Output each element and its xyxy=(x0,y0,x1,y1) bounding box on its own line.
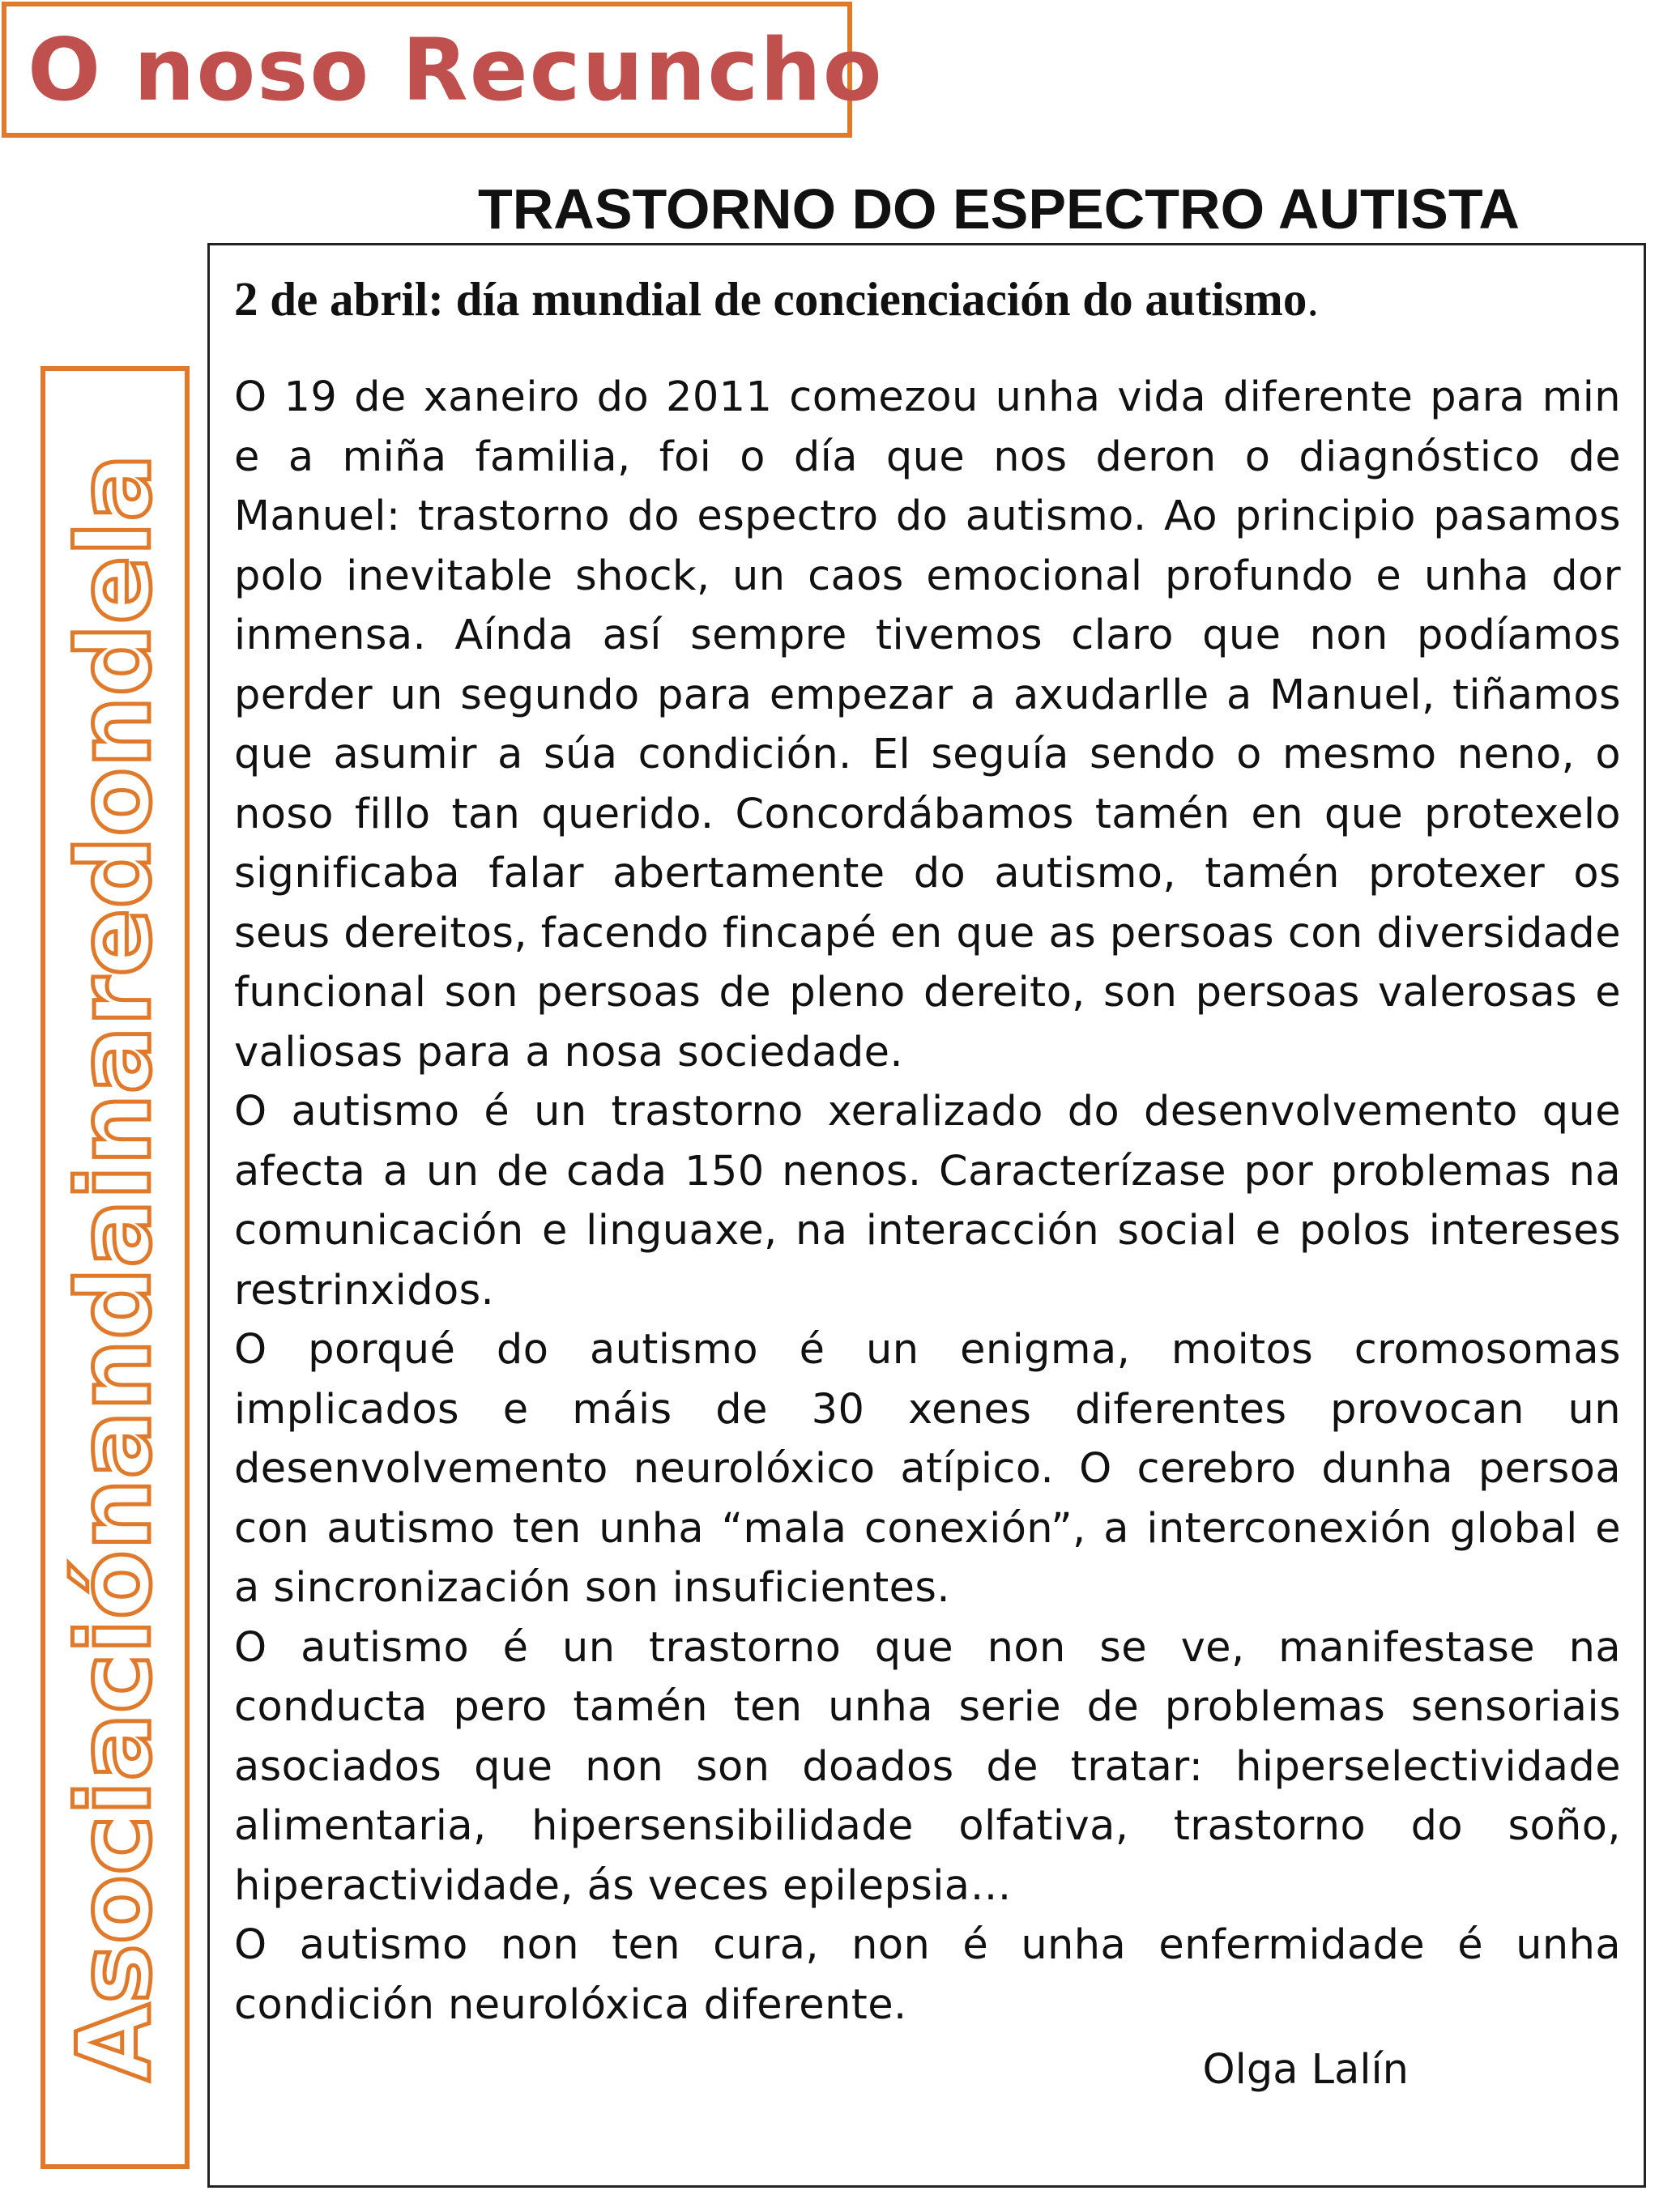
article-body xyxy=(234,368,1621,2035)
author-signature: Olga Lalín xyxy=(1202,2046,1409,2094)
header-box xyxy=(2,2,884,138)
subtitle-period: . xyxy=(1307,272,1320,326)
paragraph: O autismo é un trastorno xeralizado do desenvolvemento que afecta a un de cada 150 nenos. Caracterízase por problemas na comunicación e linguaxe, na interacción social e polos intereses restrinxidos. xyxy=(234,1088,1621,1315)
subtitle-text: 2 de abril: día mundial de concienciación do autismo xyxy=(234,272,1307,326)
paragraph: O 19 de xaneiro do 2011 comezou unha vida diferente para min e a miña familia, foi o día que nos deron o diagnóstico de Manuel: trastorno do espectro do autismo. Ao principio pasamos polo inevitable shock, un caos emocional profundo e unha dor inmensa. Aínda así sempre tivemos claro que non podíamos perder un segundo para empezar a axudarlle a Manuel, tiñamos que asumir a súa condición. El seguía sendo o mesmo neno, o noso fillo tan querido. Concordábamos tamén en que protexelo significaba falar abertamente do autismo, tamén protexer os seus dereitos, facendo fincapé en que as persoas con diversidade funcional son persoas de pleno dereito, son persoas valerosas e valiosas para a nosa sociedade. xyxy=(234,373,1621,1076)
section-title: O noso Recuncho xyxy=(28,19,884,120)
article-subtitle xyxy=(234,271,1621,327)
paragraph: O autismo non ten cura, non é unha enfermidade é unha condición neurolóxica diferente. xyxy=(234,1921,1621,2029)
sidebar-box xyxy=(41,366,190,2169)
paragraph: O porqué do autismo é un enigma, moitos cromosomas implicados e máis de 30 xenes diferentes provocan un desenvolvemento neurolóxico atípico. O cerebro dunha persoa con autismo ten unha “mala conexión”, a interconexión global e a sincronización son insuficientes. xyxy=(234,1326,1621,1612)
article-box xyxy=(207,243,1646,2188)
association-name: Asociaciónandainaredondela xyxy=(57,454,173,2082)
paragraph: O autismo é un trastorno que non se ve, manifestase na conducta pero tamén ten unha serie de problemas sensoriais asociados que non son doados de tratar: hiperselectividade alimentaria, hipersensibilidade olfativa, trastorno do soño, hiperactividade, ás veces epilepsia… xyxy=(234,1623,1621,1910)
sidebar-label-wrap xyxy=(45,371,185,2164)
article-title: TRASTORNO DO ESPECTRO AUTISTA xyxy=(478,177,1520,241)
